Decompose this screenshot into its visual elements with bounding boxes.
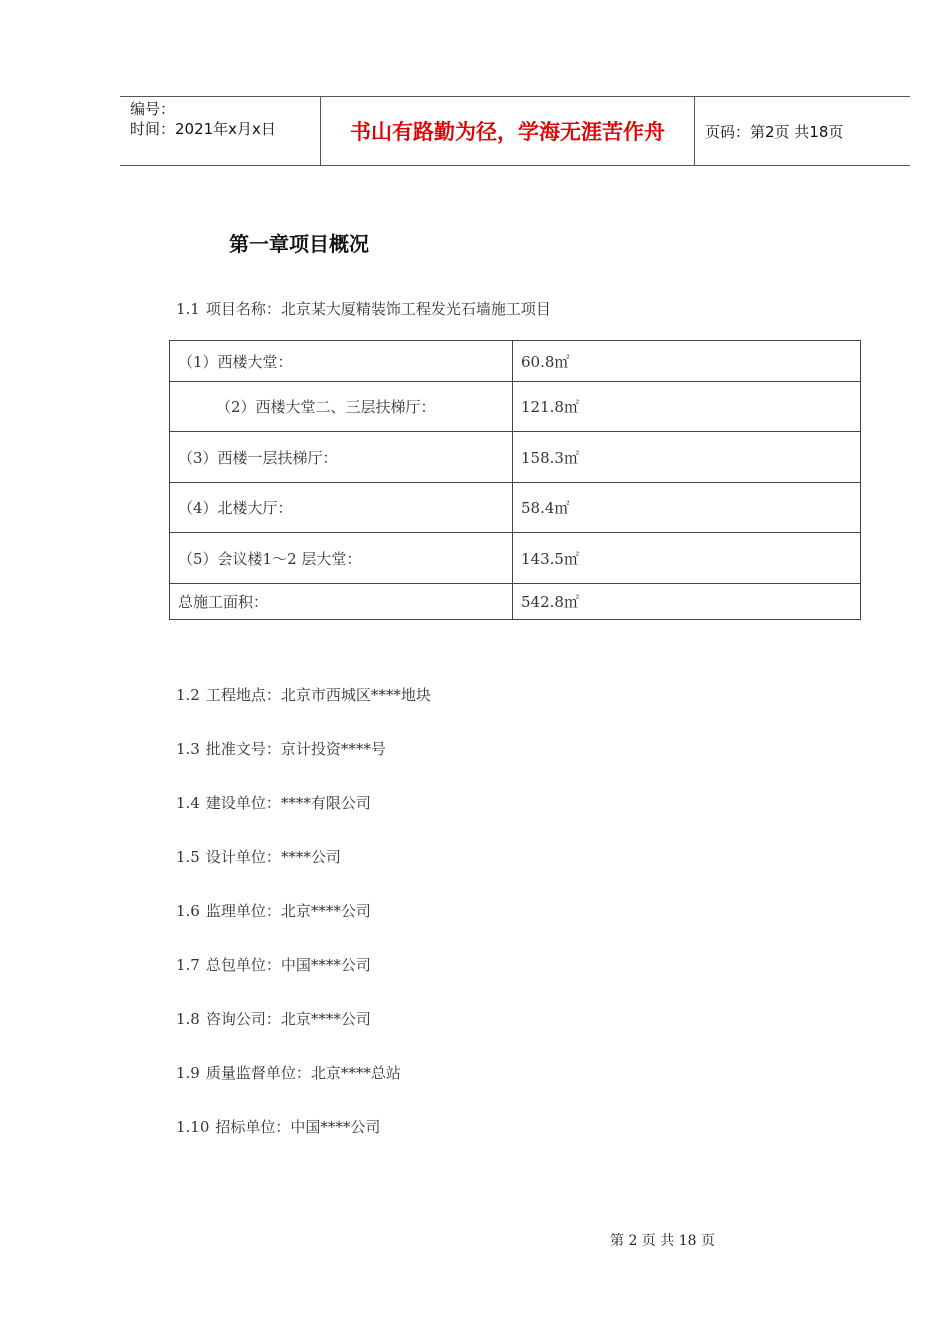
table-row-total: [170, 584, 861, 620]
table-cell-value: 542.8㎡: [513, 584, 861, 620]
section-line: [176, 1008, 371, 1029]
section-text: 建设单位：****有限公司: [205, 794, 371, 812]
section-text: 项目名称：北京某大厦精装饰工程发光石墙施工项目: [205, 300, 551, 318]
section-number: 1.3: [176, 740, 200, 758]
table-cell-value: 158.3㎡: [513, 432, 861, 483]
table-cell-label: 总施工面积：: [170, 584, 513, 620]
header-page: 页码：第2页 共18页: [705, 122, 844, 141]
section-text: 总包单位：中国****公司: [205, 956, 371, 974]
section-text: 质量监督单位：北京****总站: [205, 1064, 401, 1082]
section-text: 招标单位：中国****公司: [215, 1118, 381, 1136]
section-number: 1.7: [176, 956, 200, 974]
section-text: 咨询公司：北京****公司: [205, 1010, 371, 1028]
document-header: [120, 96, 910, 166]
section-number: 1.1: [176, 300, 200, 318]
section-number: 1.9: [176, 1064, 200, 1082]
table-row: [170, 432, 861, 483]
section-line: [176, 792, 371, 813]
header-meta: [120, 97, 321, 165]
chapter-title: 第一章项目概况: [229, 232, 369, 256]
section-number: 1.5: [176, 848, 200, 866]
table-row: [170, 533, 861, 584]
section-line: [176, 846, 341, 867]
section-number: 1.6: [176, 902, 200, 920]
section-line: [176, 1116, 380, 1137]
table-cell-value: 143.5㎡: [513, 533, 861, 584]
section-text: 批准文号：京计投资****号: [205, 740, 386, 758]
table-cell-label: （2）西楼大堂二、三层扶梯厅：: [170, 382, 513, 432]
table-row: [170, 341, 861, 382]
section-number: 1.2: [176, 686, 200, 704]
section-line: [176, 684, 431, 705]
table-cell-label: （3）西楼一层扶梯厅：: [170, 432, 513, 483]
table-cell-label: （4）北楼大厅：: [170, 483, 513, 533]
table-cell-value: 121.8㎡: [513, 382, 861, 432]
section-text: 工程地点：北京市西城区****地块: [205, 686, 431, 704]
header-code: 编号：: [130, 100, 176, 118]
table-row: [170, 382, 861, 432]
section-number: 1.4: [176, 794, 200, 812]
section-line: [176, 738, 386, 759]
table-cell-label: （1）西楼大堂：: [170, 341, 513, 382]
page-footer: 第 2 页 共 18 页: [610, 1233, 715, 1249]
project-name-line: [176, 298, 551, 319]
section-line: [176, 1062, 401, 1083]
section-text: 设计单位：****公司: [205, 848, 341, 866]
header-time: 时间：2021年x月x日: [130, 120, 276, 138]
table-cell-value: 60.8㎡: [513, 341, 861, 382]
section-text: 监理单位：北京****公司: [205, 902, 371, 920]
section-number: 1.10: [176, 1118, 210, 1136]
section-line: [176, 900, 371, 921]
table-row: [170, 483, 861, 533]
area-table: [169, 340, 861, 620]
table-cell-value: 58.4㎡: [513, 483, 861, 533]
table-cell-label: （5）会议楼1～2 层大堂：: [170, 533, 513, 584]
section-line: [176, 954, 371, 975]
section-number: 1.8: [176, 1010, 200, 1028]
header-motto: 书山有路勤为径，学海无涯苦作舟: [321, 97, 695, 165]
